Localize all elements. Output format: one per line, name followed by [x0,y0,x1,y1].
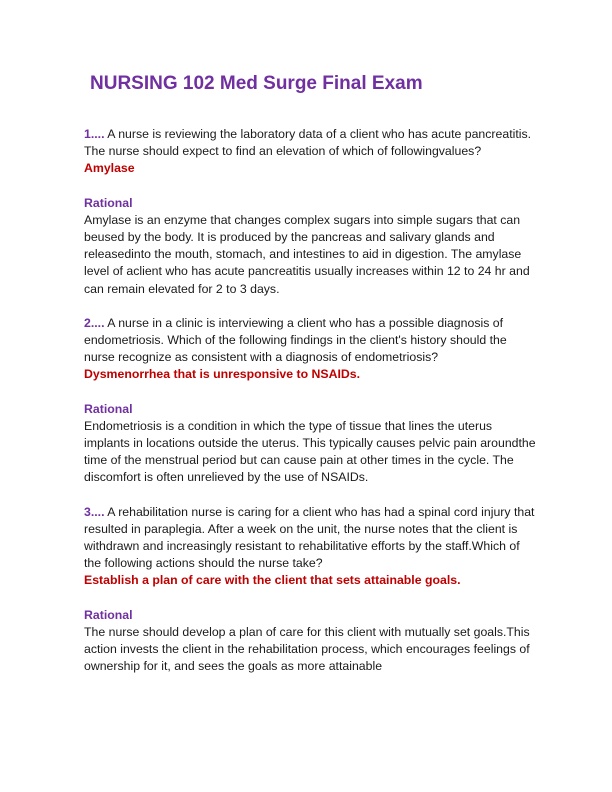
question-block-1 [84,126,536,298]
rationale-label: Rational [84,401,133,416]
answer-text: Amylase [84,161,135,176]
rationale-label: Rational [84,607,133,622]
question-number: 1.... [84,127,105,141]
question-text [84,126,536,160]
question-text [84,315,536,367]
question-list [84,126,536,692]
question-block-2 [84,315,536,487]
page-title: NURSING 102 Med Surge Final Exam [90,73,423,94]
rationale-text: Endometriosis is a condition in which the type of tissue that lines the uterus implants in locations outside the uterus. This typically causes pelvic pain aroundthe time of the menstrual period but can cause pain at other times in the cycle. The discomfort is often unrelieved by the use of NSAIDs. [84,418,536,485]
question-number: 3.... [84,504,105,519]
rationale-text: The nurse should develop a plan of care for this client with mutually set goals.This action invests the client in the rehabilitation process, which encourages feelings of ownership for it, and sees the goals as more attainable [84,624,530,674]
question-number: 2.... [84,315,105,330]
question-body: A nurse in a clinic is interviewing a client who has a possible diagnosis of endometriosis. Which of the following findings in the client's history should the nurse recognize as consistent with a diagnosis of endometriosis? [84,315,507,365]
question-body: A rehabilitation nurse is caring for a client who has had a spinal cord injury that resulted in paraplegia. After a week on the unit, the nurse notes that the client is withdrawn and increasingly resistant to rehabilitative efforts by the staff.Which of the following actions should the nurse take? [84,504,535,571]
answer-text: Dysmenorrhea that is unresponsive to NSAIDs. [84,367,361,382]
rationale-text: Amylase is an enzyme that changes complex sugars into simple sugars that can beused by the body. It is produced by the pancreas and salivary glands and releasedinto the mouth, stomach, and intestines to aid in digestion. The amylase level of aclient who has acute pancreatitis usually increases within 12 to 24 hr and can remain elevated for 2 to 3 days. [84,212,530,296]
answer-text: Establish a plan of care with the client that sets attainable goals. [84,573,461,588]
question-text [84,504,536,573]
question-block-3 [84,504,536,676]
rationale-label: Rational [84,195,133,210]
question-body: A nurse is reviewing the laboratory data of a client who has acute pancreatitis. The nurse should expect to find an elevation of which of followingvalues? [84,127,532,159]
